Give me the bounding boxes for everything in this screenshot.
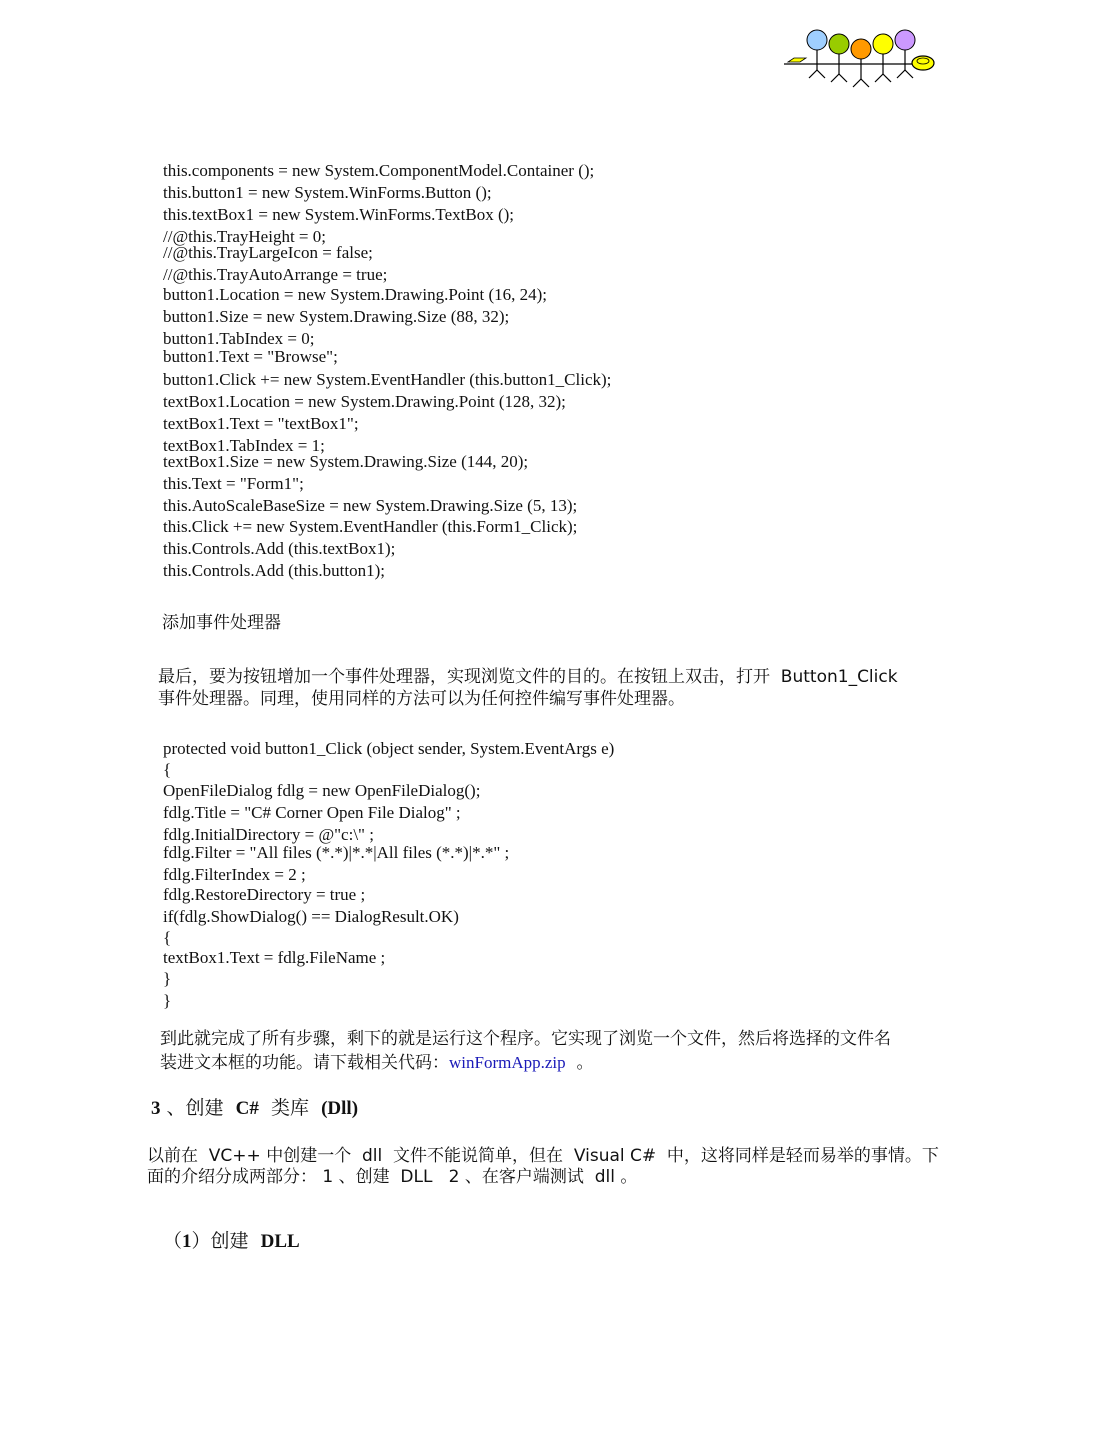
code-line: //@this.TrayHeight = 0; [163,227,326,246]
heading-text: 、创建 [166,1097,224,1119]
code-line: this.button1 = new System.WinForms.Button (); [163,183,492,202]
paragraph-line: 最后，要为按钮增加一个事件处理器，实现浏览文件的目的。在按钮上双击，打开 Button1_Click [158,667,898,687]
paragraph-text: 装进文本框的功能。请下载相关代码： [160,1053,449,1073]
code-line: { [163,928,172,947]
code-line: this.AutoScaleBaseSize = new System.Drawing.Size (5, 13); [163,496,578,515]
code-line: button1.Size = new System.Drawing.Size (88, 32); [163,307,510,326]
paragraph-line: 面的介绍分成两部分： 1 、创建 DLL 2 、在客户端测试 dll 。 [147,1167,638,1187]
code-line: textBox1.Text = fdlg.FileName ; [163,948,386,967]
code-line: this.components = new System.ComponentModel.Container (); [163,161,595,180]
code-line: OpenFileDialog fdlg = new OpenFileDialog(); [163,781,481,800]
section-heading: 添加事件处理器 [162,613,281,633]
code-line: this.textBox1 = new System.WinForms.TextBox (); [163,205,515,224]
heading-text: 类库 [270,1097,309,1119]
code-line: if(fdlg.ShowDialog() == DialogResult.OK) [163,907,459,926]
code-line: } [163,969,172,988]
code-line: this.Controls.Add (this.button1); [163,561,385,580]
code-line: //@this.TrayAutoArrange = true; [163,265,388,284]
paragraph-line: 以前在 VC++ 中创建一个 dll 文件不能说简单，但在 Visual C# 中，这将同样是轻而易举的事情。下 [147,1146,939,1166]
stick-figures-logo-icon [784,26,940,92]
code-line: button1.TabIndex = 0; [163,329,315,348]
code-line: fdlg.InitialDirectory = @"c:\" ; [163,825,374,844]
code-line: button1.Text = "Browse"; [163,347,338,366]
code-line: this.Click += new System.EventHandler (this.Form1_Click); [163,517,578,536]
paragraph-line: 到此就完成了所有步骤，剩下的就是运行这个程序。它实现了浏览一个文件，然后将选择的文件名 [160,1029,891,1049]
code-line: this.Text = "Form1"; [163,474,304,493]
code-line: } [163,991,172,1010]
subsection-heading [163,1231,300,1252]
paragraph-text: 。 [565,1053,594,1073]
heading-keyword: (Dll) [321,1098,359,1119]
heading-keyword: C# [235,1098,259,1119]
paragraph-line: 事件处理器。同理，使用同样的方法可以为任何控件编写事件处理器。 [158,689,685,709]
section-3-heading [151,1098,358,1119]
code-line: { [163,760,172,779]
code-line: textBox1.TabIndex = 1; [163,436,325,455]
code-line: fdlg.FilterIndex = 2 ; [163,865,306,884]
code-line: textBox1.Size = new System.Drawing.Size (144, 20); [163,452,529,471]
code-line: this.Controls.Add (this.textBox1); [163,539,396,558]
code-line: button1.Location = new System.Drawing.Point (16, 24); [163,285,548,304]
heading-keyword: DLL [260,1231,300,1252]
heading-number: 1 [182,1231,192,1252]
heading-number: 3 [151,1098,161,1119]
code-line: button1.Click += new System.EventHandler (this.button1_Click); [163,370,612,389]
heading-text: （ [163,1230,183,1252]
code-line: textBox1.Location = new System.Drawing.Point (128, 32); [163,392,566,411]
code-line: //@this.TrayLargeIcon = false; [163,243,373,262]
paragraph-line [160,1053,593,1073]
code-line: fdlg.Filter = "All files (*.*)|*.*|All files (*.*)|*.*" ; [163,843,510,862]
code-line: textBox1.Text = "textBox1"; [163,414,359,433]
download-link[interactable]: winFormApp.zip [449,1053,566,1072]
code-line: fdlg.RestoreDirectory = true ; [163,885,366,904]
code-line: fdlg.Title = "C# Corner Open File Dialog" ; [163,803,461,822]
heading-text: ）创建 [191,1230,249,1252]
code-line: protected void button1_Click (object sender, System.EventArgs e) [163,739,615,758]
